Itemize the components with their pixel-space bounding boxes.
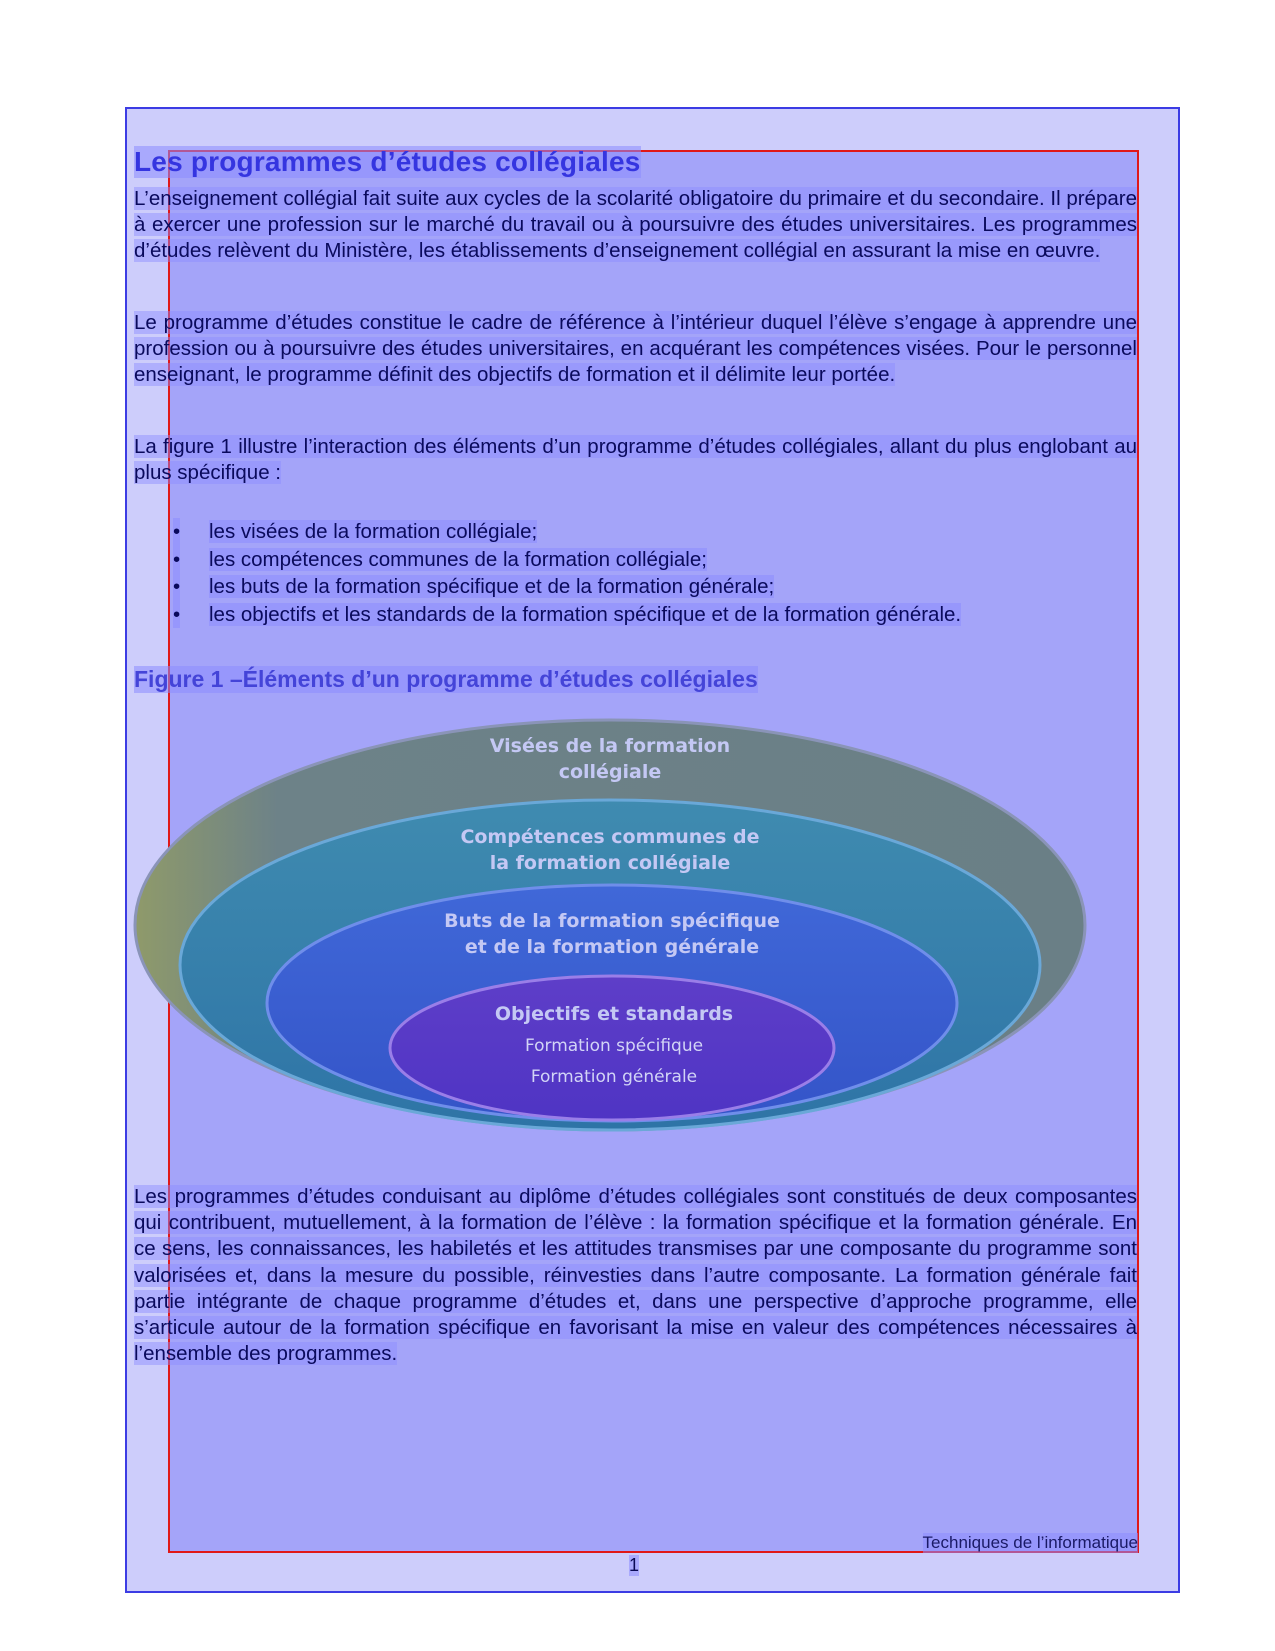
nested-ellipse-diagram (130, 715, 1090, 1135)
closing-paragraph-text: Les programmes d’études conduisant au diplôme d’études collégiales sont constitués de deux composantes qui contribuent, mutuellement, à la formation de l’élève : la formation spécifique et la formation générale. En ce sens, les connaissances, les habiletés et les attitudes transmises par une composante du programme sont valorisées et, dans la mesure du possible, réinvesties dans l’autre composante. La formation générale fait partie intégrante de chaque programme d’études et, dans une perspective d’approche programme, elle s’articule autour de la formation spécifique en favorisant la mise en valeur des compétences nécessaires à l’ensemble des programmes. (134, 1185, 1137, 1366)
paragraph-1 (134, 186, 1137, 265)
bullet-dot: • (173, 546, 180, 574)
layer-2-label-line-1: Compétences communes de (460, 826, 760, 848)
footer-program-name: Techniques de l’informatique (922, 1533, 1138, 1552)
bullet-list (172, 518, 1072, 628)
layer-4-label-line-3: Formation générale (530, 1067, 698, 1087)
list-item (172, 573, 1072, 601)
list-item-text: les visées de la formation collégiale; (209, 520, 538, 543)
bullet-dot: • (173, 601, 180, 629)
layer-1-label-line-1: Visées de la formation (489, 735, 731, 757)
layer-3-label-line-2: et de la formation générale (464, 936, 760, 958)
bullet-dot: • (173, 573, 180, 601)
layer-4-label-line-2: Formation spécifique (524, 1036, 704, 1056)
layer-1-label-line-2: collégiale (558, 761, 662, 783)
layer-3-label-line-1: Buts de la formation spécifique (444, 910, 780, 932)
list-item (172, 518, 1072, 546)
page-number: 1 (629, 1555, 640, 1575)
paragraph-2-text: Le programme d’études constitue le cadre de référence à l’intérieur duquel l’élève s’engage à apprendre une profession ou à poursuivre des études universitaires, en acquérant les compétences visées. Pour le personnel enseignant, le programme définit des objectifs de formation et il délimite leur portée. (134, 311, 1137, 387)
list-item (172, 601, 1072, 629)
paragraph-3-text: La figure 1 illustre l’interaction des éléments d’un programme d’études collégiales, allant du plus englobant au plus spécifique : (134, 435, 1137, 485)
figure-title: Figure 1 –Éléments d’un programme d’études collégiales (134, 666, 758, 692)
page-title: Les programmes d’études collégiales (134, 146, 641, 177)
list-item (172, 546, 1072, 574)
paragraph-1-text: L’enseignement collégial fait suite aux cycles de la scolarité obligatoire du primaire et du secondaire. Il prépare à exercer une profession sur le marché du travail ou à poursuivre des études universitaires. Les programmes d’études relèvent du Ministère, les établissements d’enseignement collégial en assurant la mise en œuvre. (134, 187, 1137, 263)
list-item-text: les compétences communes de la formation collégiale; (209, 547, 707, 571)
paragraph-2 (134, 310, 1137, 389)
layer-2-label-line-2: la formation collégiale (489, 852, 731, 874)
paragraph-3 (134, 434, 1137, 486)
list-item-text: les buts de la formation spécifique et de la formation générale; (209, 575, 775, 598)
closing-paragraph (134, 1184, 1137, 1367)
list-item-text: les objectifs et les standards de la formation spécifique et de la formation générale. (209, 602, 962, 626)
layer-4-label-title: Objectifs et standards (494, 1003, 734, 1025)
bullet-dot: • (173, 518, 180, 546)
